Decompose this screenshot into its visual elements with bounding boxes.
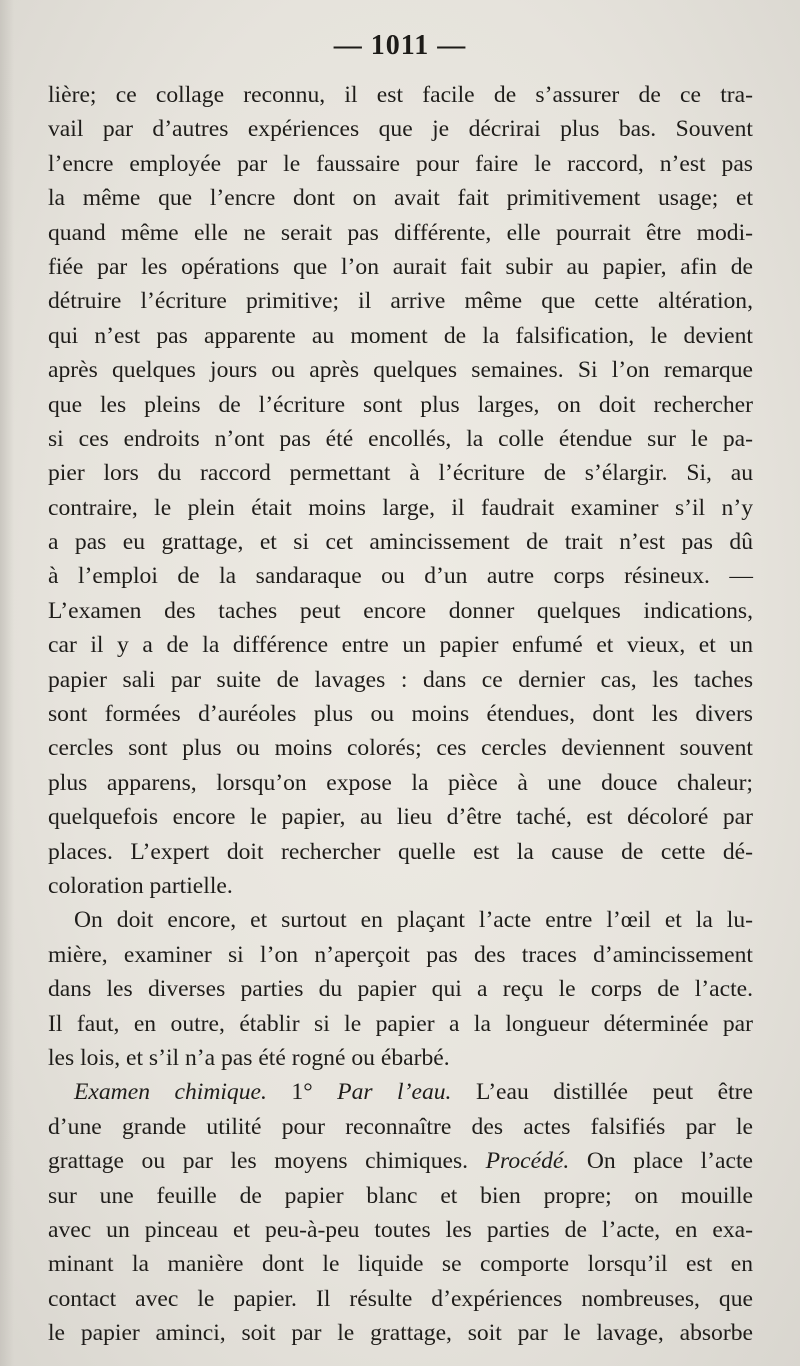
paragraph-1 (48, 78, 753, 903)
text-line: quand même elle ne serait pas différente, elle pourrait être modi- (48, 219, 753, 246)
line-text: grattage ou par les moyens chimiques. (48, 1148, 486, 1175)
text-line: le papier aminci, soit par le grattage, soit par le lavage, absorbe (48, 1320, 753, 1347)
text-line: a pas eu grattage, et si cet amincissement de trait n’est pas dû (48, 529, 753, 556)
text-line: les lois, et s’il n’a pas été rogné ou ébarbé. (48, 1044, 450, 1071)
text-line: L’examen des taches peut encore donner quelques indications, (48, 597, 753, 624)
text-line: On doit encore, et surtout en plaçant l’acte entre l’œil et la lu- (74, 907, 753, 934)
text-line: coloration partielle. (48, 872, 233, 899)
text-line: dans les diverses parties du papier qui a reçu le corps de l’acte. (48, 976, 753, 1003)
section-heading: Examen chimique. (74, 1079, 267, 1106)
text-line: à l’emploi de la sandaraque ou d’un autre corps résineux. — (48, 563, 753, 590)
paragraph-3 (48, 1075, 753, 1350)
text-line: contraire, le plein était moins large, il faudrait examiner s’il n’y (48, 494, 753, 521)
text-line: avec un pinceau et peu-à-peu toutes les parties de l’acte, en exa- (48, 1216, 753, 1243)
text-line: Il faut, en outre, établir si le papier a la longueur déterminée par (48, 1010, 753, 1037)
text-line: sont formées d’auréoles plus ou moins étendues, dont les divers (48, 701, 753, 728)
text-line: contact avec le papier. Il résulte d’expériences nombreuses, que (48, 1285, 753, 1312)
page-edge-shadow (0, 0, 14, 1366)
text-line: fiée par les opérations que l’on aurait fait subir au papier, afin de (48, 253, 753, 280)
text-line: minant la manière dont le liquide se comporte lorsqu’il est en (48, 1251, 753, 1278)
text-line: d’une grande utilité pour reconnaître des actes falsifiés par le (48, 1113, 753, 1140)
text-line: que les pleins de l’écriture sont plus larges, on doit rechercher (48, 391, 753, 418)
text-line: vail par d’autres expériences que je décrirai plus bas. Souvent (48, 116, 753, 143)
text-line: places. L’expert doit rechercher quelle est la cause de cette dé- (48, 838, 753, 865)
text-line: car il y a de la différence entre un papier enfumé et vieux, et un (48, 632, 753, 659)
text-line: papier sali par suite de lavages : dans ce dernier cas, les taches (48, 666, 753, 693)
item-number: 1° (266, 1079, 338, 1106)
text-line: cercles sont plus ou moins colorés; ces cercles deviennent souvent (48, 735, 753, 762)
page-body (48, 78, 753, 1350)
line-text: On place l’acte (569, 1148, 753, 1175)
text-line: pier lors du raccord permettant à l’écriture de s’élargir. Si, au (48, 460, 753, 487)
text-line: mière, examiner si l’on n’aperçoit pas des traces d’amincissement (48, 941, 753, 968)
line-text: L’eau distillée peut être (451, 1079, 753, 1106)
text-line: qui n’est pas apparente au moment de la falsification, le devient (48, 322, 753, 349)
text-line: lière; ce collage reconnu, il est facile de s’assurer de ce tra- (48, 82, 753, 108)
text-line: détruire l’écriture primitive; il arrive même que cette altération, (48, 288, 753, 315)
text-line: quelquefois encore le papier, au lieu d’être taché, est décoloré par (48, 804, 753, 831)
text-line: la même que l’encre dont on avait fait primitivement usage; et (48, 185, 753, 212)
text-line: l’encre employée par le faussaire pour faire le raccord, n’est pas (48, 150, 753, 177)
text-line: après quelques jours ou après quelques semaines. Si l’on remarque (48, 357, 753, 384)
page-number: — 1011 — (333, 30, 467, 61)
sub-heading: Par l’eau. (337, 1079, 452, 1106)
text-line (48, 1075, 753, 1109)
paragraph-2 (48, 903, 753, 1075)
text-line (48, 1144, 753, 1178)
text-line: sur une feuille de papier blanc et bien propre; on mouille (48, 1182, 753, 1209)
procedure-heading: Procédé. (485, 1148, 570, 1175)
text-line: si ces endroits n’ont pas été encollés, la colle étendue sur le pa- (48, 425, 753, 452)
text-line: plus apparens, lorsqu’on expose la pièce à une douce chaleur; (48, 769, 753, 796)
